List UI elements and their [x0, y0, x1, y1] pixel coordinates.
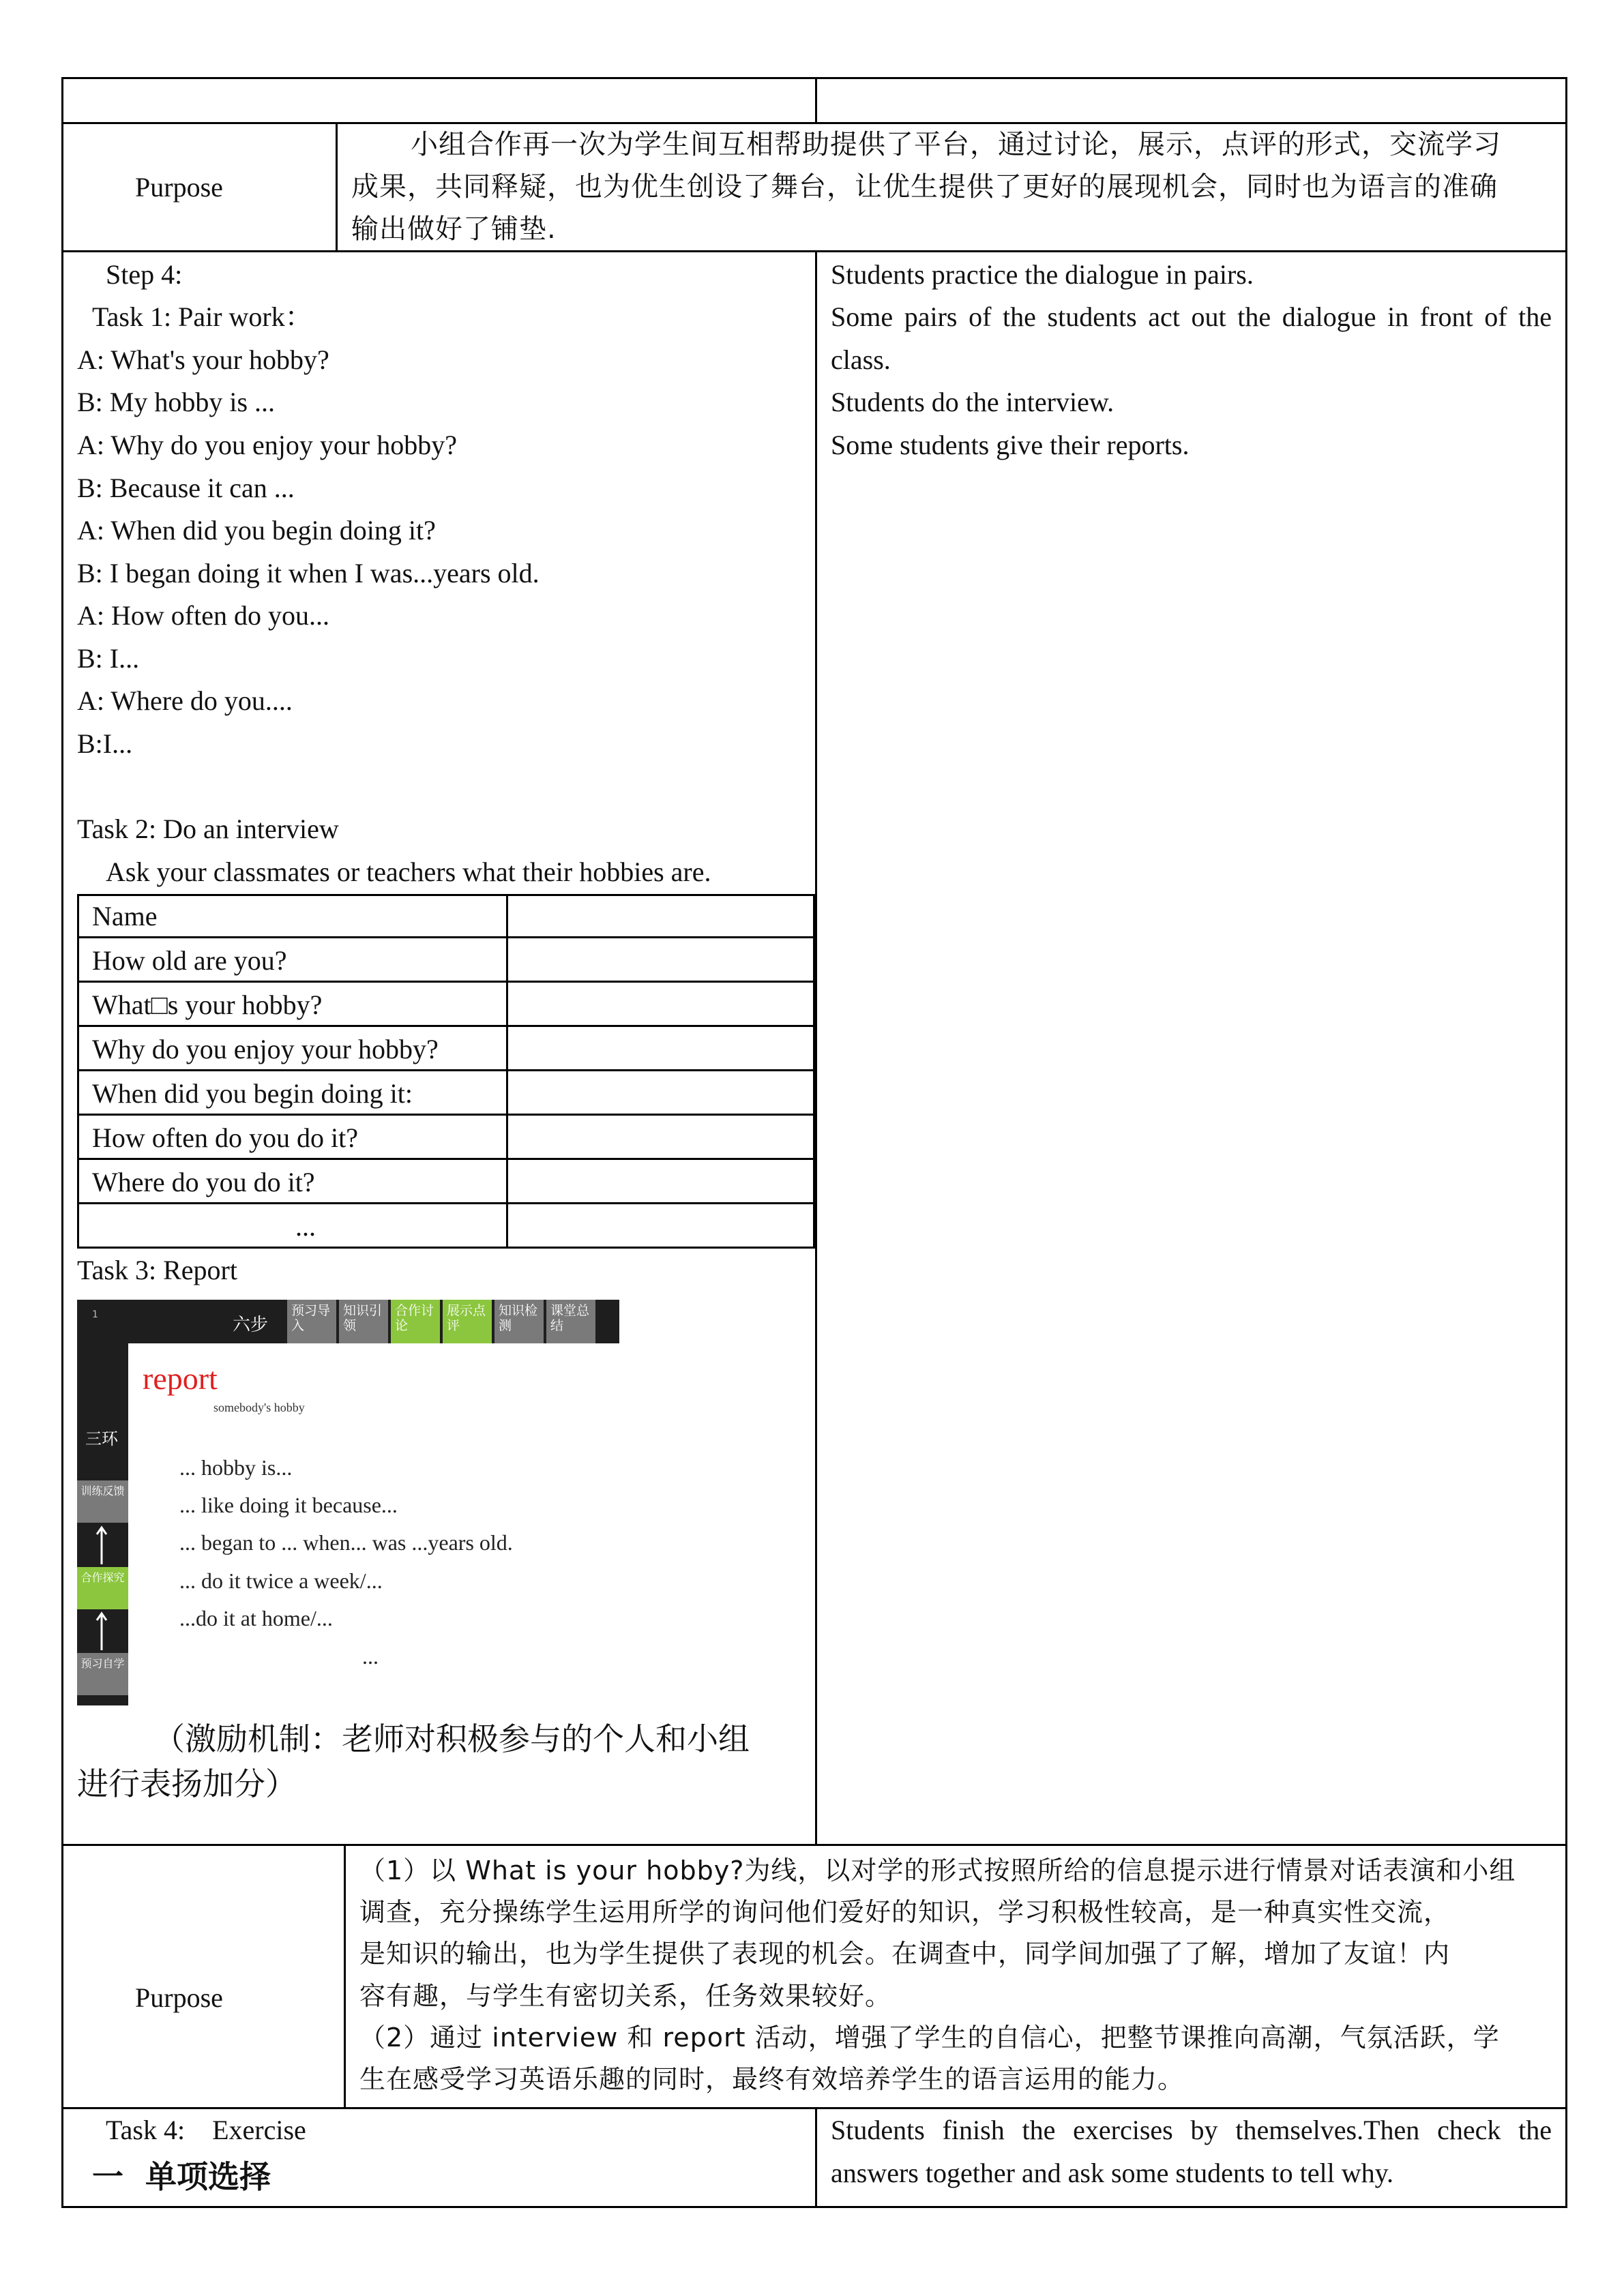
table-divider: [344, 1844, 346, 2109]
student-activity-line: Students practice the dialogue in pairs.: [831, 259, 1254, 290]
dialogue-line: A: How often do you...: [77, 600, 329, 631]
slide-tab: 预习导入: [287, 1300, 336, 1343]
slide-side-item: 合作探究: [77, 1567, 128, 1609]
slide-line: ... began to ... when... was ...years old.: [179, 1530, 513, 1555]
interview-question: Name: [92, 901, 158, 931]
slide-top-label: 六步: [233, 1315, 269, 1335]
dialogue-line: A: What's your hobby?: [77, 344, 329, 375]
purpose-text-line: 生在感受学习英语乐趣的同时，最终有效培养学生的语言运用的能力。: [359, 2064, 1185, 2094]
slide-side-item: 预习自学: [77, 1653, 128, 1695]
table-border-right: [1565, 77, 1567, 2208]
dialogue-line: B: Because it can ...: [77, 473, 295, 503]
task2-title: Task 2: Do an interview: [77, 814, 339, 844]
table-divider: [815, 77, 817, 123]
purpose-text-line: 是知识的输出，也为学生提供了表现的机会。在调查中，同学间加强了了解，增加了友谊！内: [359, 1939, 1451, 1969]
dialogue-line: A: Why do you enjoy your hobby?: [77, 430, 457, 460]
incentive-note: （激励机制：老师对积极参与的个人和小组: [153, 1720, 750, 1757]
slide-title: report: [143, 1361, 218, 1396]
task2-description: Ask your classmates or teachers what their hobbies are.: [106, 856, 711, 887]
slide-line: ...: [362, 1644, 379, 1669]
purpose-text-line: 容有趣，与学生有密切关系，任务效果较好。: [359, 1981, 892, 2011]
table-row: [77, 983, 815, 1027]
step-title: Step 4:: [106, 259, 183, 290]
table-row: [77, 1160, 815, 1204]
purpose-text-line: （1）以 What is your hobby?为线，以对学的形式按照所给的信息提示进行情景对话表演和小组: [359, 1855, 1516, 1885]
interview-question: What□s your hobby?: [92, 989, 323, 1020]
student-activity-line: Students finish the exercises by themselves.Then check the: [831, 2115, 1552, 2145]
student-activity-line: class.: [831, 344, 891, 375]
slide-line: ... like doing it because...: [179, 1493, 398, 1517]
student-activity-line: answers together and ask some students to tell why.: [831, 2158, 1394, 2188]
dialogue-line: B: I began doing it when I was...years old.: [77, 558, 540, 588]
interview-question: Where do you do it?: [92, 1167, 315, 1197]
slide-tab: 合作讨论: [391, 1300, 440, 1343]
purpose-label: Purpose: [135, 172, 223, 203]
table-border-top: [61, 77, 1567, 79]
dialogue-line: B:I...: [77, 728, 133, 759]
table-border: [61, 250, 1567, 252]
interview-question: ...: [295, 1211, 316, 1242]
slide-tab: 课堂总结: [546, 1300, 595, 1343]
table-border-left: [61, 77, 63, 2208]
interview-question: When did you begin doing it:: [92, 1078, 413, 1109]
table-border: [61, 1844, 1567, 1846]
table-row: [77, 1027, 815, 1071]
dialogue-line: B: I...: [77, 643, 140, 674]
student-activity-line: Some students give their reports.: [831, 430, 1190, 460]
purpose-text-line: （2）通过 interview 和 report 活动，增强了学生的自信心，把整节课推向高潮，气氛活跃，学: [359, 2023, 1500, 2053]
slide-tab: 展示点评: [443, 1300, 492, 1343]
table-divider: [336, 122, 338, 252]
slide-line: ...do it at home/...: [179, 1606, 333, 1630]
arrow-up-icon: [94, 1611, 109, 1652]
table-border-bottom: [61, 2206, 1567, 2208]
slide-tab: 知识引领: [339, 1300, 388, 1343]
task3-title: Task 3: Report: [77, 1255, 237, 1285]
interview-question: How often do you do it?: [92, 1122, 358, 1153]
student-activity-line: Students do the interview.: [831, 387, 1114, 417]
slide-line: ... do it twice a week/...: [179, 1568, 383, 1593]
report-slide-image: [77, 1300, 619, 1705]
table-row: [77, 894, 815, 938]
dialogue-line: A: When did you begin doing it?: [77, 515, 436, 546]
dialogue-line: A: Where do you....: [77, 685, 293, 716]
slide-tab: 知识检测: [494, 1300, 544, 1343]
interview-question: Why do you enjoy your hobby?: [92, 1034, 439, 1064]
student-activity-line: Some pairs of the students act out the dialogue in front of the: [831, 301, 1552, 332]
slide-line: ... hobby is...: [179, 1455, 293, 1480]
task4-title: Task 4: Exercise: [106, 2115, 306, 2145]
purpose-text-line: 成果，共同释疑，也为优生创设了舞台，让优生提供了更好的展现机会，同时也为语言的准确: [351, 171, 1498, 203]
task1-title: Task 1: Pair work：: [92, 301, 312, 332]
table-divider: [815, 250, 817, 1846]
purpose-label: Purpose: [135, 1982, 223, 2013]
exercise-section-heading: 一 单项选择: [92, 2158, 271, 2195]
purpose-text-line: 调查，充分操练学生运用所学的询问他们爱好的知识，学习积极性较高，是一种真实性交流，: [359, 1897, 1451, 1927]
table-divider: [815, 2107, 817, 2208]
slide-side-item: 训练反馈: [77, 1480, 128, 1523]
table-row: [77, 1071, 815, 1116]
slide-subtitle: somebody's hobby: [213, 1401, 305, 1414]
interview-question: How old are you?: [92, 945, 287, 976]
table-row: [77, 1204, 815, 1249]
arrow-up-icon: [94, 1525, 109, 1566]
table-row: [77, 1116, 815, 1160]
interview-table: [77, 894, 815, 1249]
table-row: [77, 938, 815, 983]
dialogue-line: B: My hobby is ...: [77, 387, 276, 417]
purpose-text-line: 输出做好了铺垫.: [351, 213, 557, 245]
slide-side-label: 三环: [85, 1429, 118, 1448]
incentive-note: 进行表扬加分）: [77, 1765, 297, 1802]
purpose-text-line: 小组合作再一次为学生间互相帮助提供了平台，通过讨论，展示，点评的形式，交流学习: [411, 129, 1501, 160]
slide-corner-mark: 1: [92, 1309, 98, 1320]
